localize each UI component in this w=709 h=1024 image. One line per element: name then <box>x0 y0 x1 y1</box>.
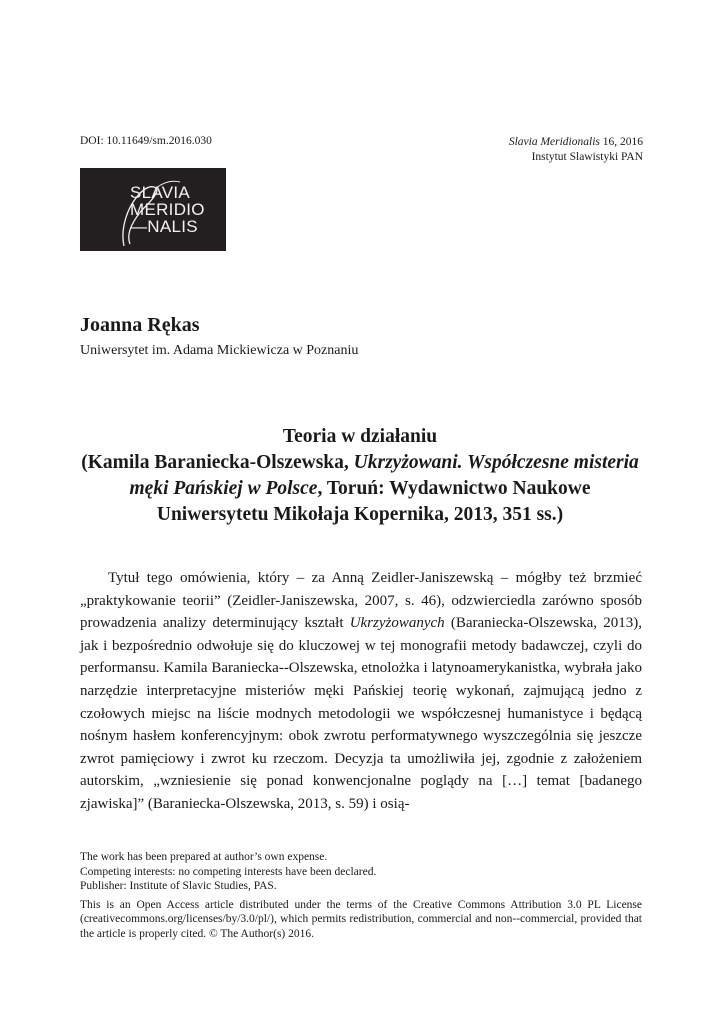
title-reviewed-book <box>80 450 640 528</box>
body-text <box>80 567 642 816</box>
journal-issue: 16, 2016 <box>599 136 643 148</box>
journal-logo <box>80 168 226 251</box>
funding-note: The work has been prepared at author’s own expense. <box>80 851 328 863</box>
license-note: This is an Open Access article distributed under the terms of the Creative Commons Attribution 3.0 PL License (creativecommons.org/licenses/by/3.0/pl/), which permits redistribution, commercial and non--commercial, provided that the article is properly cited. © The Author(s) 2016. <box>80 898 642 940</box>
footnotes <box>80 850 642 941</box>
paragraph-italic: Ukrzyżowanych <box>349 615 445 632</box>
journal-citation <box>509 135 643 150</box>
journal-header <box>509 135 643 165</box>
author-affiliation: Uniwersytet im. Adama Mickiewicza w Poznaniu <box>80 343 359 358</box>
logo-line-1: SLAVIA <box>130 183 191 202</box>
publisher-note: Publisher: Institute of Slavic Studies, PAS. <box>80 880 277 892</box>
paragraph-text-a: Tytuł tego omówienia, który – za Anną Zeidler-Janiszewską – mógłby też brzmieć „praktykowanie teorii” (Zeidler-Janiszewska, 2007, s. 46), odzwierciedla zarówno sposób prowadzenia analizy determinujący kształt <box>80 570 642 632</box>
journal-name: Slavia Meridionalis <box>508 136 600 148</box>
logo-line-3: —NALIS <box>130 217 198 236</box>
article-title <box>80 424 640 528</box>
logo-line-2: MERIDIO <box>130 200 205 219</box>
doi-label: DOI: 10.11649/sm.2016.030 <box>80 135 212 147</box>
paragraph <box>80 567 642 816</box>
title-line-1: Teoria w działaniu <box>282 426 438 447</box>
logo-text <box>130 184 205 235</box>
title-part-c: , Toruń: Wydawnictwo Naukowe Uniwersytetu Mikołaja Kopernika, 2013, 351 ss.) <box>156 478 591 525</box>
institute-name: Instytut Slawistyki PAN <box>531 151 643 163</box>
title-part-a: (Kamila Baraniecka-Olszewska, <box>81 452 354 473</box>
paragraph-text-b: (Baraniecka-Olszewska, 2013), jak i bezpośrednio odwołuje się do kluczowej w tej monografii metody badawczej, czyli do performansu. Kamila Baraniecka--Olszewska, etnolożka i latynoamerykanistka, wybrała jako narzędzie interpretacyjne misteriów męki Pańskiej teorię wykonań, zajmującą jedno z czołowych miejsc na liście modnych metodologii we współczesnej humanistyce i będącą nośnym hasłem konferencyjnym: obok zwrotu performatywnego wyszczególnia się jeszcze zwrot pamięciowy i zwrot ku rzeczom. Decyzja ta umożliwiła jej, zgodnie z założeniem autorskim, „wzniesienie się ponad konwencjonalne poglądy na […] temat [badanego zjawiska]” (Baraniecka-Olszewska, 2013, s. 59) i osią- <box>80 615 642 812</box>
competing-interests-note: Competing interests: no competing interests have been declared. <box>80 865 377 878</box>
author-name: Joanna Rękas <box>80 314 200 336</box>
title-book-title: Ukrzyżowani. Współczesne misteria męki Pańskiej w Polsce <box>129 452 639 499</box>
